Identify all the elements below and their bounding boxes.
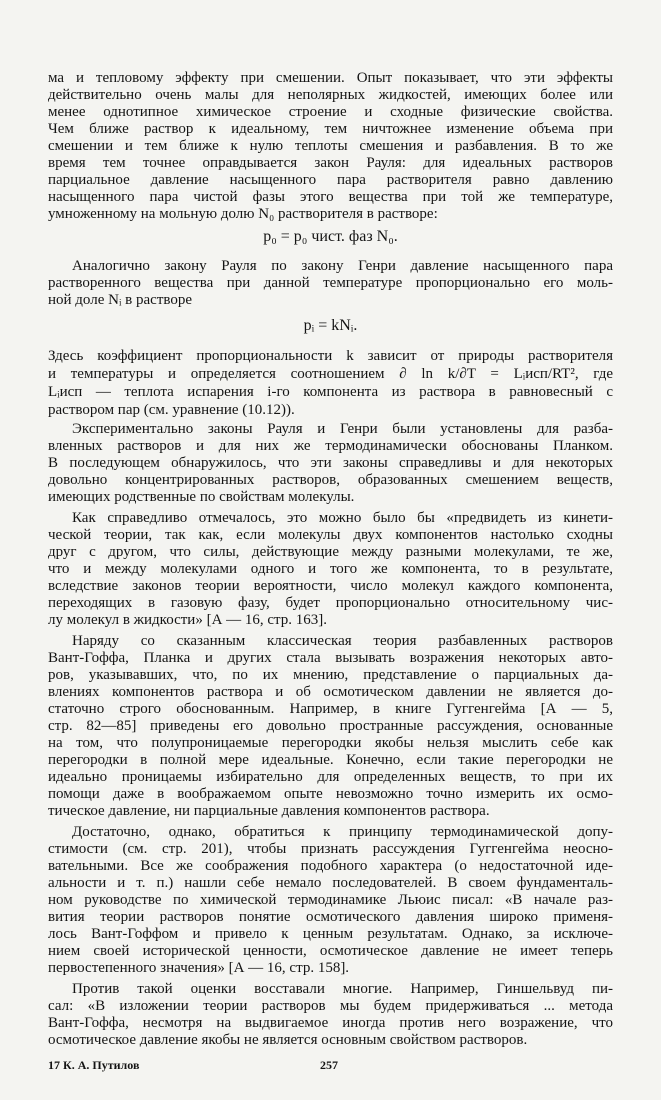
text-line: раствором пар (см. уравнение (10.12)).: [48, 402, 295, 418]
text-line: вленных растворов и для них же термодинамически обоснованы Планком.: [48, 438, 613, 454]
text-line: лось Вант-Гоффом и привело к ценным результатам. Однако, за исключе-: [48, 926, 613, 942]
text-line: влениях компонентов раствора и об осмотическом давлении не является до-: [48, 684, 613, 700]
text-line: нием своей исторической ценности, осмотическое давление не имеет теперь: [48, 943, 613, 959]
henry-law-formula: pᵢ = kNᵢ.: [303, 317, 358, 334]
text-line: действительно очень малы для неполярных жидкостей, имеющих более или: [48, 87, 613, 103]
text-line: друг с другом, что силы, действующие между разными молекулами, те же,: [48, 544, 613, 560]
text-line: вательными. Все же соображения подобного характера (о недостаточной иде-: [48, 858, 613, 874]
text-line: сал: «В изложении теории растворов мы будем придерживаться ... метода: [48, 998, 613, 1014]
text-line: Как справедливо отмечалось, это можно было бы «предвидеть из кинети-: [72, 510, 613, 526]
raoult-law-formula: p₀ = p₀ чист. фаз N₀.: [263, 228, 398, 245]
text-line: Экспериментально законы Рауля и Генри были установлены для разба-: [72, 421, 613, 437]
text-line: стр. 82—85] приведены его довольно пространные рассуждения, основанные: [48, 718, 613, 734]
text-line: ном руководстве по химической термодинамике Льюис писал: «В начале раз-: [48, 892, 613, 908]
text-line: вития теории растворов понятие осмотического давления широко применя-: [48, 909, 613, 925]
text-line: первостепенного значения» [А — 16, стр. 158].: [48, 960, 350, 976]
text-line: умноженному на мольную долю N₀ растворителя в растворе:: [48, 206, 438, 222]
text-line: Наряду со сказанным классическая теория разбавленных растворов: [72, 633, 613, 649]
text-line: осмотическое давление якобы не является основным свойством растворов.: [48, 1032, 528, 1048]
text-line: ма и тепловому эффекту при смешении. Опыт показывает, что эти эффекты: [48, 70, 613, 86]
text-line: довольно концентрированных растворов, образованных смешением веществ,: [48, 472, 613, 488]
text-line: на том, что полупроницаемые перегородки якобы нельзя мыслить себе как: [48, 735, 613, 751]
text-line: лу молекул в жидкости» [А — 16, стр. 163].: [48, 612, 328, 628]
text-line: помощи даже в воображаемом опыте невозможно точно измерить их осмо-: [48, 786, 613, 802]
text-line: идеально проницаемы избирательно для определенных веществ, то при их: [48, 769, 613, 785]
text-line: насыщенного пара чистой фазы этого вещества при той же температуре,: [48, 189, 613, 205]
text-line: Вант-Гоффа, Планка и других стала вызывать возражения некоторых авто-: [48, 650, 613, 666]
text-line: смешении и тем ближе к нулю теплоты смешения и разбавления. В то же: [48, 138, 613, 154]
text-line: имеющих родственные по свойствам молекулы.: [48, 489, 355, 505]
text-line: что и между молекулами одного и того же компонента, то в результате,: [48, 561, 613, 577]
text-line: ческой теории, так как, если молекулы двух компонентов настолько сходны: [48, 527, 613, 543]
text-line: вследствие законов теории вероятности, число молекул каждого компонента,: [48, 578, 613, 594]
text-line: растворенного вещества при данной температуре пропорционально его моль-: [48, 275, 613, 291]
page-number: 257: [320, 1058, 338, 1072]
text-line: Против такой оценки восставали многие. Например, Гиншельвуд пи-: [72, 981, 613, 997]
text-line: менее однотипное химическое строение и сходные физические свойства.: [48, 104, 613, 120]
footer-signature: 17 К. А. Путилов: [48, 1058, 140, 1072]
text-line: Достаточно, однако, обратиться к принципу термодинамической допу-: [72, 824, 613, 840]
text-line: ров, указывавших, что, по их мнению, представление о парциальных да-: [48, 667, 613, 683]
text-line: ной доле Nᵢ в растворе: [48, 292, 193, 308]
text-line: стимости (см. стр. 201), чтобы признать рассуждения Гуггенгейма неосно-: [48, 841, 613, 857]
text-line: статочно строго обоснованным. Например, в книге Гуггенгейма [А — 5,: [48, 701, 613, 717]
text-line: Аналогично закону Рауля по закону Генри давление насыщенного пара: [72, 258, 613, 274]
text-line: Здесь коэффициент пропорциональности k зависит от природы растворителя: [48, 348, 613, 364]
text-line: и температуры и определяется соотношением ∂ ln k/∂T = Lᵢисп/RT², где: [48, 366, 613, 382]
text-line: время тем точнее оправдывается закон Рауля: для идеальных растворов: [48, 155, 613, 171]
text-line: перегородки в полной мере идеальные. Конечно, если такие перегородки не: [48, 752, 613, 768]
text-line: В последующем обнаружилось, что эти законы справедливы и для некоторых: [48, 455, 613, 471]
text-line: Чем ближе раствор к идеальному, тем ничтожнее изменение объема при: [48, 121, 613, 137]
text-line: парциальное давление насыщенного пара растворителя равно давлению: [48, 172, 613, 188]
text-line: Вант-Гоффа, несмотря на выдвигаемое иногда против него возражение, что: [48, 1015, 613, 1031]
text-line: Lᵢисп — теплота испарения i-го компонента из раствора в равновесный с: [48, 384, 613, 400]
text-line: переходящих в газовую фазу, будет пропорционально относительному чис-: [48, 595, 613, 611]
text-line: тическое давление, ни парциальные давления компонентов раствора.: [48, 803, 490, 819]
text-line: альности и т. п.) нашли себе немало последователей. В своем фундаменталь-: [48, 875, 613, 891]
